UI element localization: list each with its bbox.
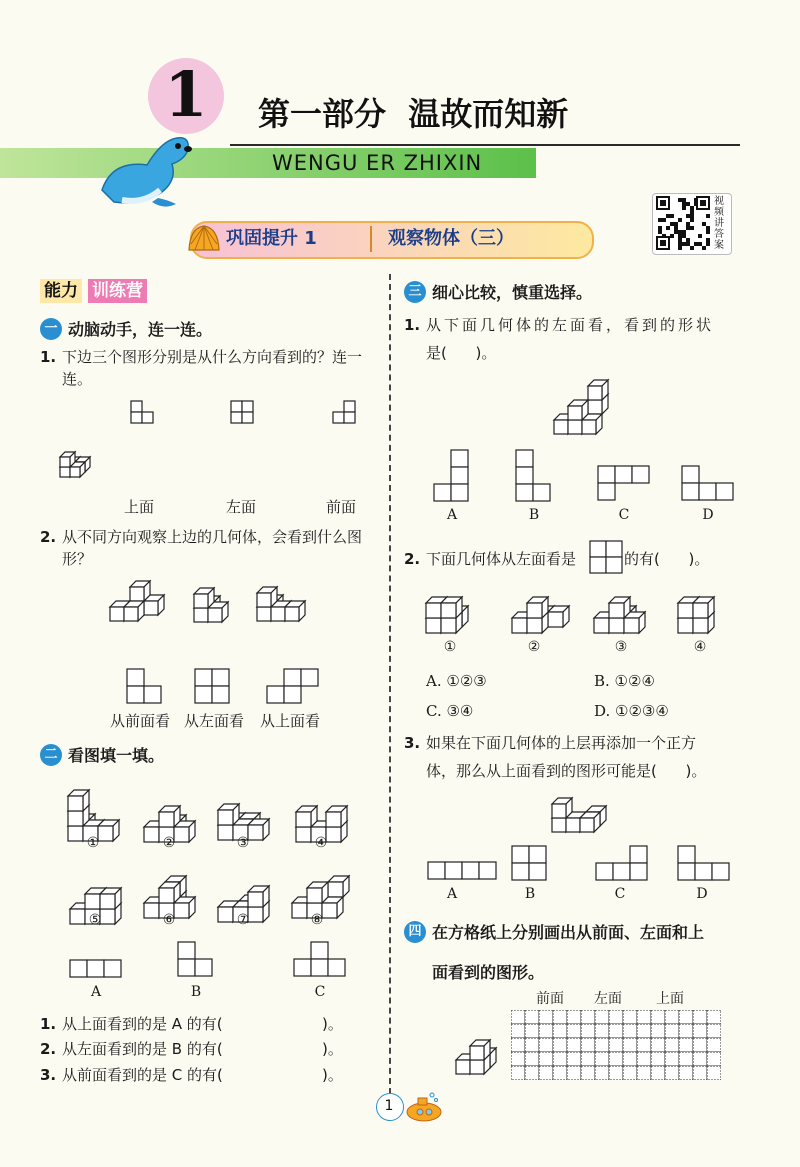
choice: B. ①②④ bbox=[594, 672, 655, 690]
direction-label-top: 上面 bbox=[124, 498, 155, 516]
grid-label-left: 左面 bbox=[594, 991, 622, 1007]
view-figure-1 bbox=[130, 400, 158, 428]
solid-figure bbox=[424, 582, 484, 636]
question-text: 从下面几何体的左面看，看到的形状 bbox=[426, 316, 715, 334]
question-text: 是( )。 bbox=[426, 344, 497, 362]
solid-figure-q1 bbox=[58, 448, 98, 478]
option-label: D bbox=[702, 507, 714, 523]
section-title: 在方格纸上分别画出从前面、左面和上 bbox=[432, 923, 705, 942]
question-text: 从不同方向观察上边的几何体，会看到什么图形？ bbox=[62, 528, 363, 568]
view-figure-left bbox=[194, 668, 232, 706]
shape-label: ⑤ bbox=[88, 912, 102, 928]
option-figure-c bbox=[596, 464, 652, 504]
lesson-title: 巩固提升 1 bbox=[226, 228, 317, 249]
option-label: C bbox=[614, 886, 626, 902]
question-text: 下面几何体从左面看是 bbox=[426, 550, 577, 568]
page-number: 1 bbox=[384, 1098, 394, 1114]
section-number: 三 bbox=[404, 281, 426, 303]
fill-text: 从左面看到的是 B 的有( bbox=[62, 1040, 223, 1058]
option-figure-d bbox=[680, 464, 736, 504]
grid-label-front: 前面 bbox=[536, 991, 564, 1007]
solid-figure-q4 bbox=[454, 1026, 506, 1076]
drawing-grid[interactable] bbox=[511, 1010, 721, 1080]
view-label-front: 从前面看 bbox=[110, 712, 171, 730]
shape-label: ③ bbox=[614, 639, 628, 655]
section-number: 一 bbox=[40, 318, 62, 340]
fill-text: 从前面看到的是 C 的有( bbox=[62, 1066, 223, 1084]
option-label: B bbox=[524, 886, 536, 902]
fill-end: )。 bbox=[322, 1066, 343, 1084]
seal-mascot-icon bbox=[92, 120, 202, 215]
shape-label: ① bbox=[443, 639, 457, 655]
option-figure-a bbox=[426, 860, 500, 884]
question-number: 2. bbox=[40, 528, 57, 546]
option-figure-a bbox=[432, 448, 472, 504]
section-title: 面看到的图形。 bbox=[432, 963, 545, 982]
option-label: C bbox=[314, 984, 326, 1000]
shape-label: ① bbox=[86, 835, 100, 851]
view-figure-2 bbox=[230, 400, 258, 428]
header-rule bbox=[230, 144, 740, 146]
option-label: A bbox=[446, 886, 458, 902]
question-number: 1. bbox=[404, 316, 421, 334]
option-figure-b bbox=[514, 448, 554, 504]
view-figure-top bbox=[264, 668, 322, 706]
solid-figure bbox=[676, 582, 736, 636]
view-label-top: 从上面看 bbox=[260, 712, 321, 730]
direction-label-front: 前面 bbox=[326, 498, 357, 516]
solid-figure-q3-3 bbox=[550, 790, 616, 834]
qr-caption: 视频讲答案 bbox=[714, 196, 724, 251]
option-figure-d bbox=[676, 844, 732, 884]
lesson-subtitle: 观察物体（三） bbox=[388, 228, 514, 249]
inline-view-figure bbox=[589, 540, 625, 576]
question-text: 的有( )。 bbox=[624, 550, 710, 568]
badge-ability: 能力 bbox=[40, 279, 82, 303]
submarine-icon bbox=[402, 1090, 444, 1124]
direction-label-left: 左面 bbox=[226, 498, 257, 516]
shape-label: ② bbox=[527, 639, 541, 655]
shape-label: ② bbox=[162, 835, 176, 851]
shape-label: ⑦ bbox=[236, 912, 250, 928]
section-title: 细心比较，慎重选择。 bbox=[432, 283, 593, 302]
badge-training-camp: 训练营 bbox=[88, 279, 147, 303]
fill-end: )。 bbox=[322, 1040, 343, 1058]
part-number: 1 bbox=[164, 58, 208, 131]
view-figure-3 bbox=[332, 400, 360, 428]
fill-number: 1. bbox=[40, 1015, 57, 1033]
pinyin-title: WENGU ER ZHIXIN bbox=[272, 151, 483, 175]
column-divider bbox=[389, 274, 391, 1094]
option-label: B bbox=[528, 507, 540, 523]
choice: D. ①②③④ bbox=[594, 702, 669, 720]
option-label: B bbox=[190, 984, 202, 1000]
view-label-left: 从左面看 bbox=[184, 712, 245, 730]
grid-label-top: 上面 bbox=[656, 991, 684, 1007]
fill-text: 从上面看到的是 A 的有( bbox=[62, 1015, 223, 1033]
option-figure-c bbox=[292, 940, 348, 980]
shape-label: ⑧ bbox=[310, 912, 324, 928]
solid-figure bbox=[510, 582, 570, 636]
option-figure-c bbox=[594, 844, 650, 884]
solid-figure bbox=[108, 575, 174, 625]
section-title: 看图填一填。 bbox=[68, 746, 165, 765]
solid-figure-q3-1 bbox=[552, 372, 616, 436]
qr-code-icon bbox=[656, 196, 710, 250]
question-text: 体，那么从上面看到的图形可能是( )。 bbox=[426, 762, 707, 780]
shape-label: ③ bbox=[236, 835, 250, 851]
page-title: 第一部分 温故而知新 bbox=[258, 95, 569, 133]
option-label: C bbox=[618, 507, 630, 523]
question-text: 下边三个图形分别是从什么方向看到的？连一连。 bbox=[62, 348, 363, 388]
question-number: 1. bbox=[40, 348, 57, 366]
solid-figure bbox=[592, 582, 652, 636]
shell-icon bbox=[186, 222, 222, 254]
option-figure-a bbox=[68, 958, 124, 980]
question-number: 2. bbox=[404, 550, 421, 568]
section-title: 动脑动手，连一连。 bbox=[68, 320, 213, 339]
option-label: D bbox=[696, 886, 708, 902]
solid-figure bbox=[255, 575, 325, 625]
option-label: A bbox=[446, 507, 458, 523]
solid-figure bbox=[66, 770, 136, 830]
choice: A. ①②③ bbox=[426, 672, 487, 690]
choice: C. ③④ bbox=[426, 702, 474, 720]
option-label: A bbox=[90, 984, 102, 1000]
shape-label: ④ bbox=[693, 639, 707, 655]
section-number: 四 bbox=[404, 921, 426, 943]
question-number: 3. bbox=[404, 734, 421, 752]
solid-figure bbox=[192, 580, 240, 624]
view-figure-front bbox=[126, 668, 164, 706]
section-number: 二 bbox=[40, 744, 62, 766]
shape-label: ④ bbox=[314, 835, 328, 851]
fill-number: 3. bbox=[40, 1066, 57, 1084]
lesson-divider bbox=[370, 226, 372, 252]
option-figure-b bbox=[176, 940, 216, 980]
fill-end: )。 bbox=[322, 1015, 343, 1033]
fill-number: 2. bbox=[40, 1040, 57, 1058]
question-text: 如果在下面几何体的上层再添加一个正方 bbox=[426, 734, 697, 752]
shape-label: ⑥ bbox=[162, 912, 176, 928]
option-figure-b bbox=[510, 844, 550, 884]
